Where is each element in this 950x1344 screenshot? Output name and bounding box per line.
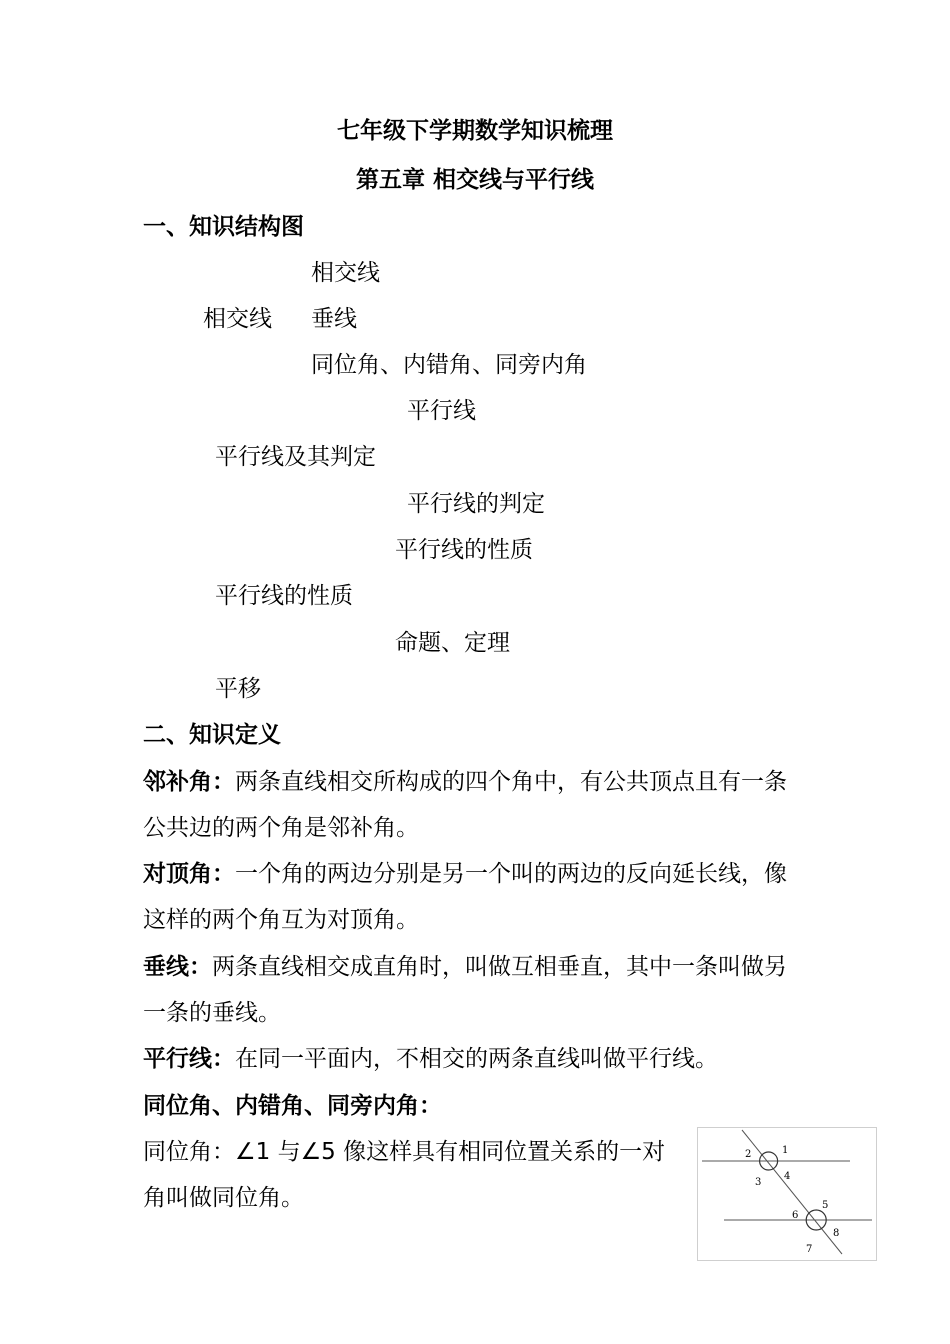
tree-node: 平行线的判定 [407,491,545,517]
angle-label: 2 [745,1149,752,1160]
definition-perpendicular [143,952,787,982]
definition-term: 垂线： [143,954,212,980]
transversal-line [742,1130,842,1254]
definition-text: 一个角的两边分别是另一个叫的两边的反向延长线，像 [235,861,787,887]
tree-node: 相交线 [311,260,380,286]
angle-label: 7 [806,1244,813,1255]
definition-parallel [143,1044,718,1074]
angle-label: 8 [833,1228,840,1239]
angle-label: 6 [792,1210,799,1221]
definition-term: 邻补角： [143,769,235,795]
definition-corresponding-angles: 同位角：∠1 与∠5 像这样具有相同位置关系的一对 [143,1139,666,1165]
tree-node: 平行线 [407,398,476,424]
definition-text: 公共边的两个角是邻补角。 [143,815,419,841]
definition-text: 角叫做同位角。 [143,1185,304,1211]
definition-text: 一条的垂线。 [143,1000,281,1026]
tree-node: 相交线 [203,306,272,332]
tree-node: 命题、定理 [395,630,510,656]
tree-node: 平行线及其判定 [215,444,376,470]
angles-diagram [698,1128,876,1260]
tree-node: 平行线的性质 [215,583,353,609]
definition-term: 平行线： [143,1046,235,1072]
tree-node: 平行线的性质 [395,537,533,563]
definition-text: 在同一平面内，不相交的两条直线叫做平行线。 [235,1046,718,1072]
document-title: 七年级下学期数学知识梳理 [337,118,613,144]
section-heading-structure: 一、知识结构图 [143,214,304,240]
angle-label: 3 [755,1177,762,1188]
angle-label: 4 [784,1171,791,1182]
section-heading-definitions: 二、知识定义 [143,722,281,748]
definition-text: 两条直线相交成直角时，叫做互相垂直，其中一条叫做另 [212,954,787,980]
chapter-title: 第五章 相交线与平行线 [355,167,594,193]
angles-figure [697,1127,877,1261]
angle-label: 1 [782,1145,789,1156]
definition-term: 对顶角： [143,861,235,887]
tree-node: 垂线 [311,306,357,332]
angle-label: 5 [822,1200,829,1211]
tree-node: 平移 [215,676,261,702]
definition-adjacent-angles [143,767,787,797]
definition-text: 两条直线相交所构成的四个角中，有公共顶点且有一条 [235,769,787,795]
angles-heading: 同位角、内错角、同旁内角： [143,1093,442,1119]
definition-text: 这样的两个角互为对顶角。 [143,907,419,933]
tree-node: 同位角、内错角、同旁内角 [311,352,587,378]
definition-vertical-angles [143,859,787,889]
